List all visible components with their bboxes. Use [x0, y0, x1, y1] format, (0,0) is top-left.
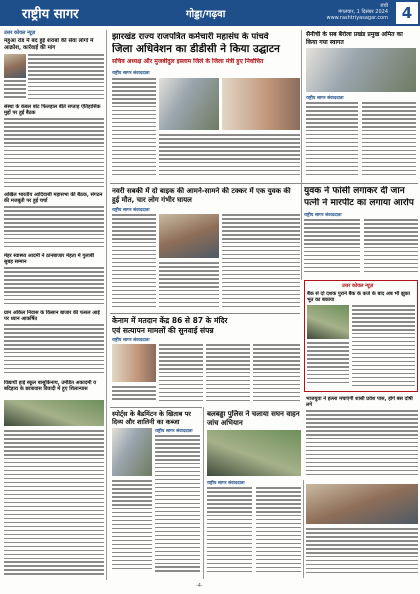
- story-two-dateline: राष्ट्रीय सागर संवाददाता: [112, 208, 150, 213]
- story-three-photo: [112, 344, 156, 382]
- story-three-headline-line1: केनाम में मतदान केंद्र 86 से 87 के मंदिर: [112, 316, 228, 325]
- lead-headline-line1: झारखंड राज्य राजपत्रित कर्मचारी महासंघ के पांचवे: [112, 32, 269, 42]
- city: रांची: [380, 3, 388, 9]
- rule: [110, 407, 202, 408]
- article-text: [253, 344, 300, 404]
- article-text: [4, 80, 26, 102]
- right-top-dateline: राष्ट्रीय सागर संवाददाता: [306, 96, 344, 101]
- masthead-info: [318, 3, 388, 21]
- left-fifth-headline: ग्राम अकिल निवास के किसान बाजार की फसल आई पर ध्यान आकर्षित: [4, 310, 100, 322]
- left-fourth-headline: मेहर स्वास्थ्य आदमी ने ठानबाजार मेहता में गुलाबी सुबह सम्मान: [4, 253, 95, 265]
- left-photo: [4, 54, 26, 78]
- article-text: [28, 54, 104, 102]
- left-bottom-photo: [4, 400, 104, 426]
- right-top-photo: [306, 48, 416, 92]
- lead-photo: [222, 78, 300, 130]
- right-mid-headline-line2: पत्नी ने मारपीट का लगाया आरोप: [304, 198, 414, 208]
- page-marker: -4-: [196, 583, 203, 589]
- column-divider: [203, 407, 204, 579]
- article-text: [307, 342, 349, 388]
- article-text: [207, 487, 252, 575]
- article-text: [4, 430, 104, 578]
- article-text: [4, 206, 104, 250]
- website: www.rashtriyasagar.com: [326, 15, 388, 21]
- left-sixth-headline: विद्यार्थी हाई स्कूल बासुकिनाथ, उमेडित अकादमी व बदिहारा के छात्रावास विवादी में हुए शिलान्यास: [4, 380, 97, 392]
- lead-subheadline: सचिव अध्यक्ष और मुजबीदुल इस्लाम जिले के जिला मंत्री हुए निर्वाचित: [112, 58, 264, 65]
- article-text: [222, 214, 300, 310]
- article-text: [112, 480, 152, 575]
- story-five-headline: बलबड्डा पुलिस ने चलाया सघन वाहन जांच अभियान: [207, 410, 300, 427]
- article-text: [306, 528, 418, 578]
- story-three-dateline: राष्ट्रीय सागर संवाददाता: [112, 338, 150, 343]
- column-divider: [106, 30, 107, 580]
- story-five-photo: [207, 430, 301, 476]
- story-four-photo: [112, 428, 152, 476]
- left-headline: महुआ रोड में बंद हुई शराबों की सेवा लोगों में आक्रोश, कार्रवाई की मांग: [4, 38, 94, 51]
- right-mid-dateline: राष्ट्रीय सागर संवाददाता: [304, 213, 342, 218]
- right-box-headline: बैंक से दो दशक पुराने बैंक के कर्ज के बाद अब भी झुका भूत का बकाया: [307, 291, 410, 303]
- article-text: [112, 214, 156, 310]
- lead-photo: [159, 78, 219, 130]
- right-box-second-headline: भाजयुवा ने हल्ला मचाएंगी शासी प्रवेश पास, होगे बस दोषी लगे: [306, 396, 413, 408]
- article-text: [112, 78, 156, 180]
- story-four-dateline: राष्ट्रीय सागर संवाददाता: [155, 429, 193, 434]
- column-divider: [303, 480, 304, 578]
- story-three-headline-line2: एवं सत्यापन मामलों की सुनवाई संपन्न: [112, 326, 214, 335]
- story-five-dateline: राष्ट्रीय सागर संवाददाता: [207, 481, 245, 486]
- story-four-headline: स्पोर्ट्स के बैडमिंटन के खिताब पर दिव्य और शालिनी का कब्जा: [112, 410, 191, 426]
- article-text: [206, 344, 250, 404]
- paper-name: राष्ट्रीय सागर: [22, 7, 79, 22]
- right-mid-headline-line1: युवक ने फांसी लगाकर दी जान: [304, 186, 405, 196]
- right-bottom-photo: [306, 484, 418, 524]
- article-text: [159, 344, 203, 404]
- column-divider: [301, 30, 302, 280]
- story-two-photo: [159, 214, 219, 258]
- article-text: [306, 102, 358, 178]
- article-text: [4, 324, 104, 376]
- left-third-headline: अखिल भारतीय आदिवासी महासभा की बैठक, संगठन की मजबूती पर हुई चर्चा: [4, 192, 103, 204]
- article-text: [159, 134, 300, 180]
- masthead: [0, 0, 420, 26]
- article-text: [364, 219, 418, 275]
- page-number: 4: [396, 2, 418, 24]
- article-text: [306, 410, 418, 480]
- article-text: [362, 102, 416, 178]
- article-text: [4, 118, 104, 190]
- article-text: [304, 219, 360, 275]
- right-box-photo: [307, 305, 349, 339]
- left-second-headline: संस्था के कंबल बांट फिलहाल बीते सप्ताह ऐतिहासिक मुद्दों पर हुई बैठक: [4, 104, 101, 116]
- right-box-kicker: उत्तर कोयल न्यूज़: [342, 283, 374, 289]
- article-text: [155, 435, 200, 575]
- article-text: [352, 305, 415, 389]
- article-text: [112, 386, 156, 404]
- rule: [110, 313, 300, 314]
- article-text: [4, 267, 104, 307]
- story-two-headline: नवरी सबकी में दो बाइक की आमने-सामने की टक्कर में एक युवक की हुई मौत, चार लोग गंभीर घायल: [112, 187, 291, 204]
- date: मंगलवार, 1 दिसंबर 2024: [338, 9, 388, 15]
- section-title: गोड्डा/गढ़वा: [186, 9, 226, 20]
- right-top-headline: सैनीची के सब बैरोला प्रखंड प्रमुख अमित का किया गया स्वागत: [306, 31, 403, 46]
- lead-headline-line2: जिला अधिवेशन का डीडीसी ने किया उद्घाटन: [112, 43, 280, 55]
- article-text: [159, 262, 219, 310]
- left-kicker: उत्तर कोयल न्यूज़: [4, 30, 36, 36]
- lead-dateline: राष्ट्रीय सागर संवाददाता: [112, 71, 150, 76]
- rule: [226, 183, 418, 184]
- article-text: [256, 487, 301, 575]
